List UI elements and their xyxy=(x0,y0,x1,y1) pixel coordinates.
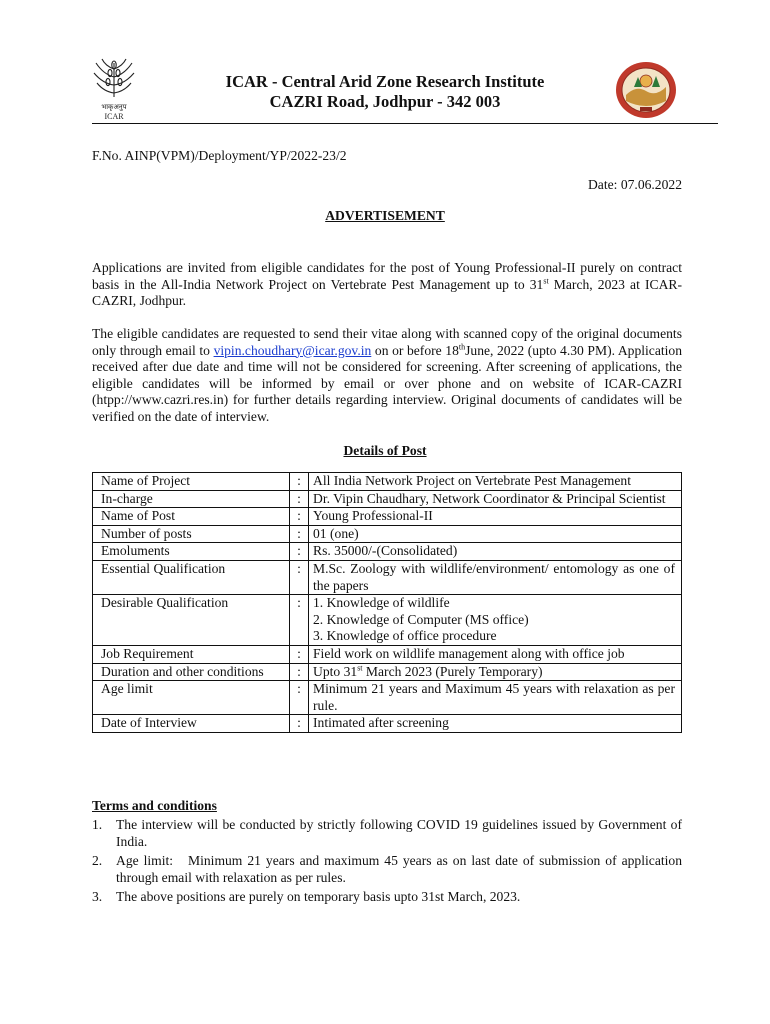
institute-name: ICAR - Central Arid Zone Research Institute xyxy=(225,72,545,91)
row-label: Job Requirement xyxy=(93,645,290,663)
row-value: Intimated after screening xyxy=(309,715,682,733)
table-row: Name of Project : All India Network Project on Vertebrate Pest Management xyxy=(93,473,682,491)
row-value: All India Network Project on Vertebrate Pest Management xyxy=(309,473,682,491)
row-label: Duration and other conditions xyxy=(93,663,290,681)
row-label: Date of Interview xyxy=(93,715,290,733)
row-label: Age limit xyxy=(93,681,290,715)
row-value: M.Sc. Zoology with wildlife/environment/ entomology as one of the papers xyxy=(309,560,682,594)
row-value: Upto 31st March 2023 (Purely Temporary) xyxy=(309,663,682,681)
table-row: Date of Interview : Intimated after screening xyxy=(93,715,682,733)
row-value: Young Professional-II xyxy=(309,508,682,526)
header-divider xyxy=(92,123,718,124)
row-label: Emoluments xyxy=(93,543,290,561)
row-value: 1. Knowledge of wildlife 2. Knowledge of Computer (MS office) 3. Knowledge of office procedure xyxy=(309,595,682,646)
row-label: Essential Qualification xyxy=(93,560,290,594)
row-label: Name of Post xyxy=(93,508,290,526)
table-row: Duration and other conditions : Upto 31st March 2023 (Purely Temporary) xyxy=(93,663,682,681)
terms-list xyxy=(92,816,686,907)
table-row: Desirable Qualification : 1. Knowledge of wildlife 2. Knowledge of Computer (MS office) 3. Knowledge of office procedure xyxy=(93,595,682,646)
table-row: Essential Qualification : M.Sc. Zoology with wildlife/environment/ entomology as one of the papers xyxy=(93,560,682,594)
svg-text:ICAR: ICAR xyxy=(104,112,124,121)
row-value: Rs. 35000/-(Consolidated) xyxy=(309,543,682,561)
document-date: Date: 07.06.2022 xyxy=(587,177,682,192)
advertisement-heading: ADVERTISEMENT xyxy=(325,208,445,223)
row-value: Field work on wildlife management along with office job xyxy=(309,645,682,663)
details-heading: Details of Post xyxy=(343,443,427,458)
application-paragraph: The eligible candidates are requested to send their vitae along with scanned copy of the original documents only through email to vipin.choudhary@icar.gov.in on or before 18thJune, 2022 (upto 4.30 PM). Application received after due date and time will not be considered for screening. After screening of applications, the eligible candidates will be informed by email or over phone and on website of ICAR-CAZRI (htpp://www.cazri.res.in) for further details regarding interview. Original documents of candidates will be verified on the date of interview. xyxy=(92,326,683,424)
row-label: Number of posts xyxy=(93,525,290,543)
invitation-paragraph: Applications are invited from eligible candidates for the post of Young Professional-II purely on contract basis in the All-India Network Project on Vertebrate Pest Management up to 31st March, 2023 at ICAR-CAZRI, Jodhpur. xyxy=(92,260,682,309)
list-item: 3. The above positions are purely on temporary basis upto 31st March, 2023. xyxy=(92,889,521,904)
email-link[interactable]: vipin.choudhary@icar.gov.in xyxy=(213,342,372,358)
row-label: In-charge xyxy=(93,490,290,508)
table-row: Name of Post : Young Professional-II xyxy=(93,508,682,526)
list-item: 1. The interview will be conducted by strictly following COVID 19 guidelines issued by Government of India. xyxy=(92,817,682,849)
row-value: 01 (one) xyxy=(309,525,682,543)
table-row: Number of posts : 01 (one) xyxy=(93,525,682,543)
table-row: Job Requirement : Field work on wildlife management along with office job xyxy=(93,645,682,663)
row-value: Minimum 21 years and Maximum 45 years with relaxation as per rule. xyxy=(309,681,682,715)
table-row: In-charge : Dr. Vipin Chaudhary, Network Coordinator & Principal Scientist xyxy=(93,490,682,508)
row-label: Desirable Qualification xyxy=(93,595,290,646)
svg-text:भाकृअनुप: भाकृअनुप xyxy=(101,103,127,111)
list-item: 2. Age limit: Minimum 21 years and maximum 45 years as on last date of submission of application through email with relaxation as per rules. xyxy=(92,853,686,885)
file-number: F.No. AINP(VPM)/Deployment/YP/2022-23/2 xyxy=(92,148,347,163)
table-row: Emoluments : Rs. 35000/-(Consolidated) xyxy=(93,543,682,561)
row-value: Dr. Vipin Chaudhary, Network Coordinator & Principal Scientist xyxy=(309,490,682,508)
institute-address: CAZRI Road, Jodhpur - 342 003 xyxy=(269,92,501,111)
terms-heading: Terms and conditions xyxy=(92,798,217,813)
post-details-table xyxy=(92,472,682,733)
row-label: Name of Project xyxy=(93,473,290,491)
table-row: Age limit : Minimum 21 years and Maximum 45 years with relaxation as per rule. xyxy=(93,681,682,715)
